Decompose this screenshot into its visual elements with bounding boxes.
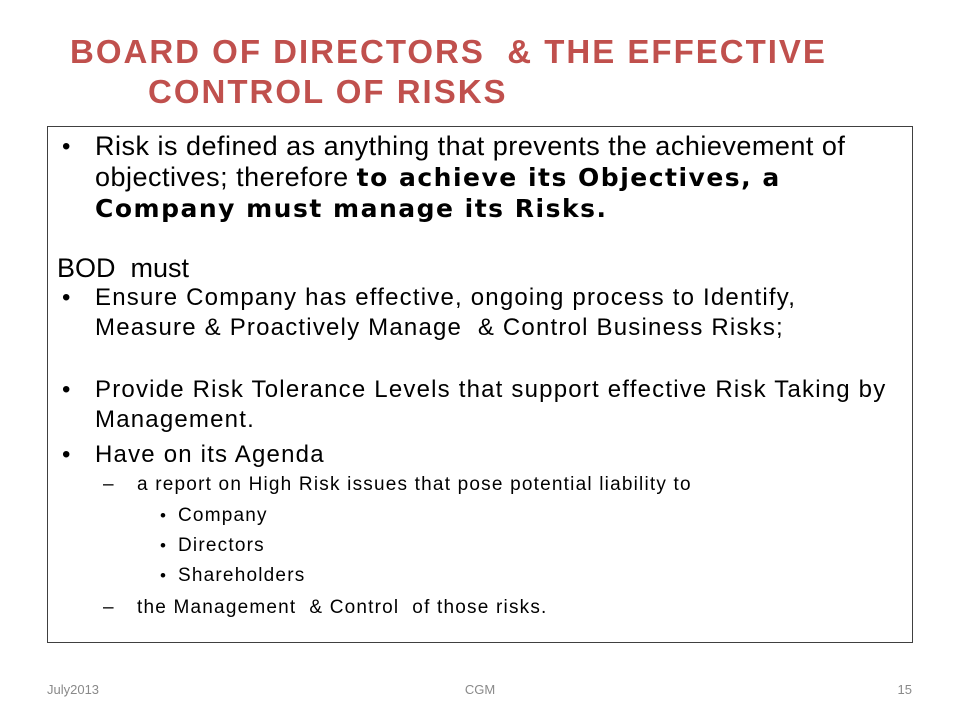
agenda-item-management — [137, 593, 905, 623]
intro-text: Risk is defined as anything that prevents the achievement of objectives; therefore — [95, 131, 846, 192]
title-line-2: CONTROL OF RISKS — [148, 73, 508, 110]
duty-text: Provide Risk Tolerance Levels that support effective Risk Taking by Management. — [95, 376, 895, 433]
footer-date: July2013 — [47, 682, 100, 697]
duty-text: Ensure Company has effective, ongoing process to Identify, Measure & Proactively Manage & Control Business Risks; — [95, 284, 804, 341]
agenda-item-report — [137, 470, 905, 500]
footer-center-label: CGM — [464, 682, 496, 697]
footer-page-number: 15 — [897, 682, 912, 697]
title-line-1: BOARD OF DIRECTORS & THE EFFECTIVE — [70, 33, 827, 70]
duty-text: Have on its Agenda — [95, 441, 325, 468]
intro-emphasis: to achieve its Objectives, a Company must manage its Risks. — [95, 163, 781, 223]
agenda-item-text: a report on High Risk issues that pose potential liability to — [137, 474, 692, 495]
duty-bullet-ensure — [95, 283, 905, 343]
party-item-company: • Company — [178, 501, 878, 531]
duty-bullet-provide — [95, 375, 905, 435]
content-box — [47, 126, 913, 643]
bod-heading: BOD must — [57, 253, 190, 283]
agenda-item-text: the Management & Control of those risks. — [137, 597, 548, 618]
party-item-shareholders: • Shareholders — [178, 561, 878, 591]
intro-bullet — [95, 131, 905, 224]
party-item-directors: • Directors — [178, 531, 878, 561]
duty-bullet-agenda — [95, 440, 905, 470]
